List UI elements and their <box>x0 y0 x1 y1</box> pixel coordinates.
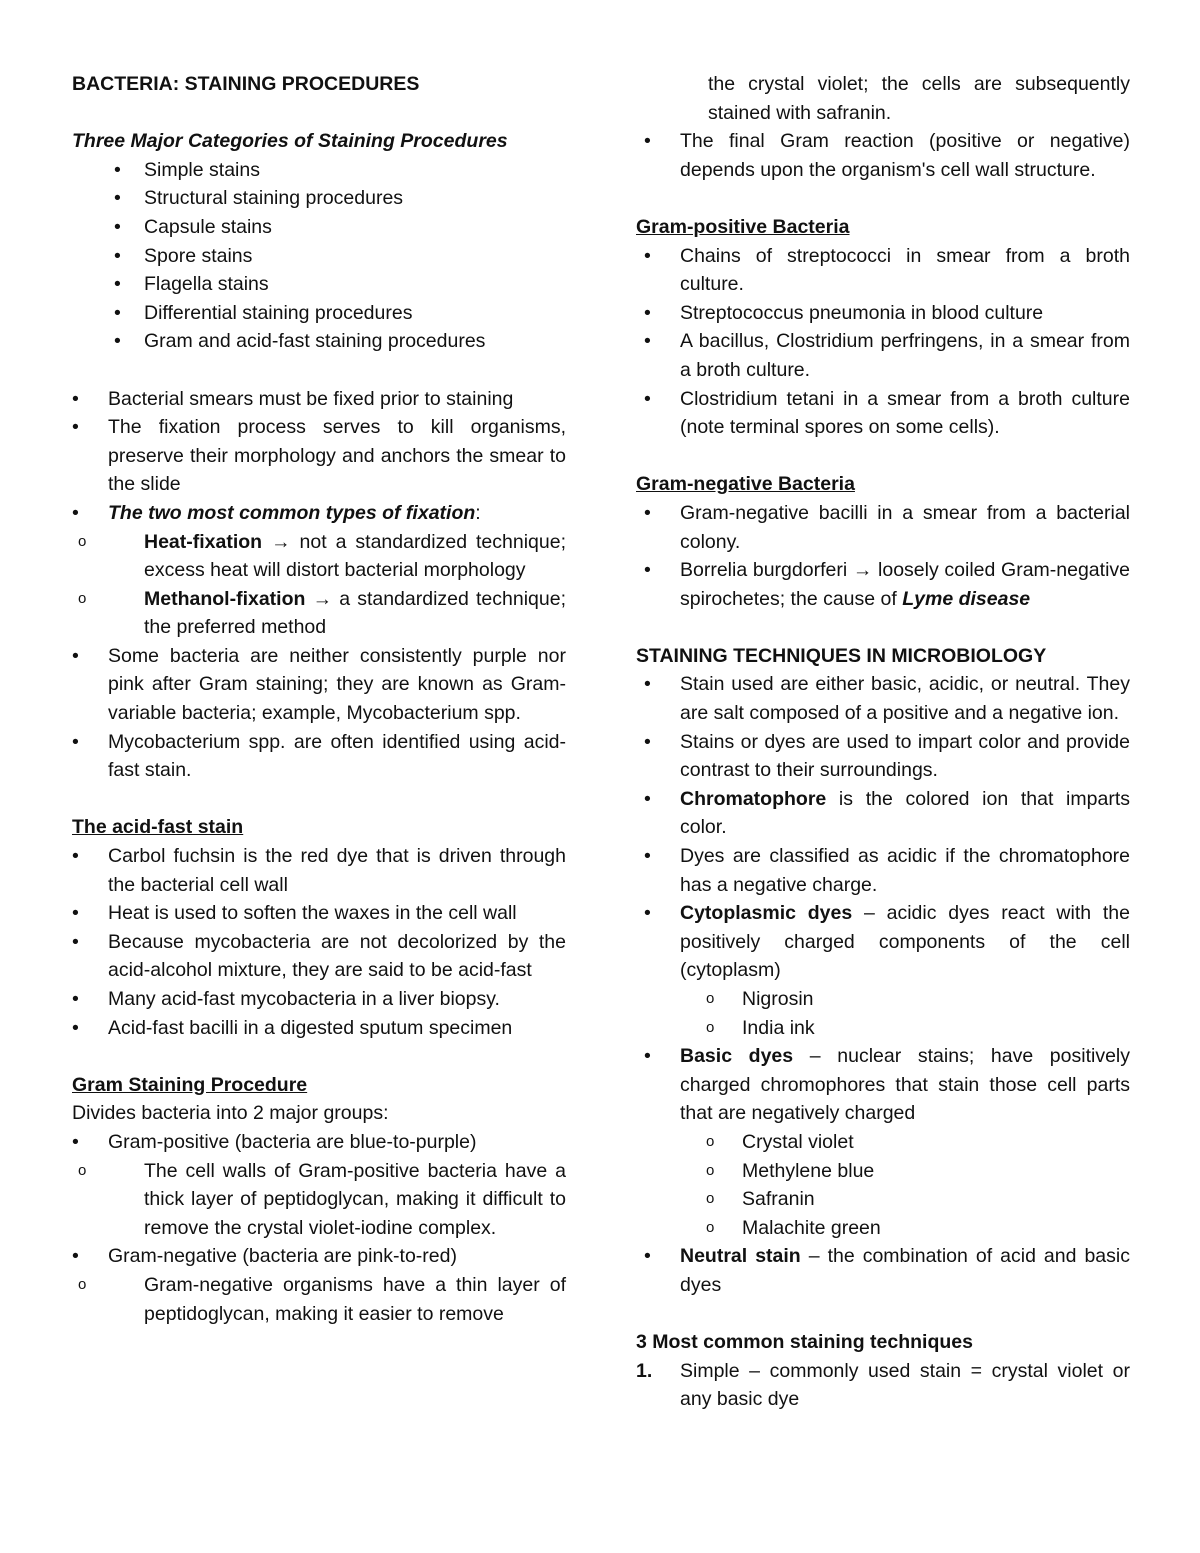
circle-bullet-icon: o <box>78 532 87 550</box>
bullet-icon: • <box>72 387 79 410</box>
list-item: • Stain used are either basic, acidic, or neutral. They are salt composed of a positive and a negative ion. <box>636 670 1130 727</box>
list-item: • A bacillus, Clostridium perfringens, in a smear from a broth culture. <box>636 327 1130 384</box>
list-item: • Many acid-fast mycobacteria in a liver biopsy. <box>72 985 566 1014</box>
list-item: • The fixation process serves to kill organisms, preserve their morphology and anchors the smear to the slide <box>72 413 566 499</box>
list-item: • Clostridium tetani in a smear from a broth culture (note terminal spores on some cells). <box>636 385 1130 442</box>
list-item: • Capsule stains <box>72 213 566 242</box>
bullet-icon: • <box>644 130 651 153</box>
bullet-icon: • <box>644 301 651 324</box>
bullet-icon: • <box>72 416 79 439</box>
circle-bullet-icon: o <box>78 1161 87 1179</box>
acid-fast-list <box>72 842 566 1042</box>
list-item: • Structural staining procedures <box>72 184 566 213</box>
bullet-icon: • <box>644 673 651 696</box>
list-item: • Neutral stain – the combination of acid and basic dyes <box>636 1242 1130 1299</box>
list-item: • The two most common types of fixation: <box>72 499 566 528</box>
list-item: • Carbol fuchsin is the red dye that is driven through the bacterial cell wall <box>72 842 566 899</box>
list-item: • Chromatophore is the colored ion that imparts color. <box>636 785 1130 842</box>
bullet-icon: • <box>644 501 651 524</box>
circle-bullet-icon: o <box>706 1190 715 1208</box>
bullet-icon: • <box>114 187 121 210</box>
sub-list-item: o The cell walls of Gram-positive bacteria have a thick layer of peptidoglycan, making it difficult to remove the crystal violet-iodine complex. <box>72 1157 566 1243</box>
list-item: • Gram-negative bacilli in a smear from a bacterial colony. <box>636 499 1130 556</box>
bullet-icon: • <box>114 301 121 324</box>
circle-bullet-icon: o <box>706 1218 715 1236</box>
bullet-icon: • <box>72 930 79 953</box>
sub-list-item: o Methylene blue <box>636 1157 1130 1186</box>
list-item: • Bacterial smears must be fixed prior to staining <box>72 385 566 414</box>
list-item: • Heat is used to soften the waxes in the cell wall <box>72 899 566 928</box>
circle-bullet-icon: o <box>78 589 87 607</box>
list-item: • Differential staining procedures <box>72 299 566 328</box>
list-item: • Flagella stains <box>72 270 566 299</box>
bullet-icon: • <box>114 244 121 267</box>
list-item: • Cytoplasmic dyes – acidic dyes react with the positively charged components of the cell (cytoplasm) <box>636 899 1130 985</box>
bullet-icon: • <box>72 845 79 868</box>
list-item: • The final Gram reaction (positive or negative) depends upon the organism's cell wall structure. <box>636 127 1130 184</box>
list-item: • Some bacteria are neither consistently purple nor pink after Gram staining; they are known as Gram-variable bacteria; example, Mycobacterium spp. <box>72 642 566 728</box>
bullet-icon: • <box>114 330 121 353</box>
staining-techniques-list <box>636 670 1130 1299</box>
bullet-icon: • <box>114 158 121 181</box>
left-column <box>72 70 566 1328</box>
continued-text: the crystal violet; the cells are subsequently stained with safranin. <box>708 73 1130 124</box>
categories-heading: Three Major Categories of Staining Procedures <box>72 130 508 153</box>
list-item: • Acid-fast bacilli in a digested sputum specimen <box>72 1014 566 1043</box>
bullet-icon: • <box>72 730 79 753</box>
list-item: • Because mycobacteria are not decolorized by the acid-alcohol mixture, they are said to be acid-fast <box>72 928 566 985</box>
circle-bullet-icon: o <box>706 1018 715 1036</box>
list-item: • Dyes are classified as acidic if the chromatophore has a negative charge. <box>636 842 1130 899</box>
bullet-icon: • <box>644 845 651 868</box>
bullet-icon: • <box>72 902 79 925</box>
bullet-icon: • <box>644 787 651 810</box>
list-item: • Gram and acid-fast staining procedures <box>72 327 566 356</box>
list-item: • Gram-positive (bacteria are blue-to-purple) <box>72 1128 566 1157</box>
list-item: • Stains or dyes are used to impart color and provide contrast to their surroundings. <box>636 728 1130 785</box>
list-item: • Basic dyes – nuclear stains; have positively charged chromophores that stain those cell parts that are negatively charged <box>636 1042 1130 1128</box>
right-column <box>636 70 1130 1414</box>
bullet-icon: • <box>72 1245 79 1268</box>
circle-bullet-icon: o <box>78 1275 87 1293</box>
bullet-icon: • <box>114 215 121 238</box>
circle-bullet-icon: o <box>706 1161 715 1179</box>
bullet-icon: • <box>72 1016 79 1039</box>
document-title: BACTERIA: STAINING PROCEDURES <box>72 73 420 95</box>
list-item: • Gram-negative (bacteria are pink-to-red) <box>72 1242 566 1271</box>
numbered-item: 1. Simple – commonly used stain = crystal violet or any basic dye <box>636 1357 1130 1414</box>
bullet-icon: • <box>644 244 651 267</box>
fixation-list <box>72 385 566 785</box>
sub-list-item: o Safranin <box>636 1185 1130 1214</box>
bullet-icon: • <box>72 644 79 667</box>
bullet-icon: • <box>72 988 79 1010</box>
list-item: • Streptococcus pneumonia in blood culture <box>636 299 1130 328</box>
gram-groups-list <box>72 1128 566 1328</box>
gram-negative-heading: Gram-negative Bacteria <box>636 473 855 496</box>
bullet-icon: • <box>644 902 651 925</box>
gram-intro: Divides bacteria into 2 major groups: <box>72 1102 389 1125</box>
sub-list-item: o Heat-fixation → not a standardized technique; excess heat will distort bacterial morphology <box>72 528 566 585</box>
list-item: • Simple stains <box>72 156 566 185</box>
bullet-icon: • <box>72 1130 79 1153</box>
list-item: • Borrelia burgdorferi → loosely coiled Gram-negative spirochetes; the cause of Lyme disease <box>636 556 1130 613</box>
sub-list-item: o Malachite green <box>636 1214 1130 1243</box>
bullet-icon: • <box>644 1045 651 1068</box>
categories-list <box>72 156 566 356</box>
bullet-icon: • <box>644 730 651 753</box>
acid-fast-heading: The acid-fast stain <box>72 816 244 839</box>
sub-list-item: o Crystal violet <box>636 1128 1130 1157</box>
bullet-icon: • <box>644 559 651 582</box>
bullet-icon: • <box>644 387 651 410</box>
list-item: • Chains of streptococci in smear from a broth culture. <box>636 242 1130 299</box>
sub-list-item: o Methanol-fixation → a standardized technique; the preferred method <box>72 585 566 642</box>
bullet-icon: • <box>72 501 79 524</box>
list-item: • Spore stains <box>72 242 566 271</box>
bullet-icon: • <box>644 1245 651 1268</box>
gram-procedure-heading: Gram Staining Procedure <box>72 1073 308 1096</box>
number-label: 1. <box>636 1359 653 1382</box>
staining-techniques-heading: STAINING TECHNIQUES IN MICROBIOLOGY <box>636 644 1047 667</box>
bullet-icon: • <box>114 273 121 296</box>
sub-list-item: o Nigrosin <box>636 985 1130 1014</box>
gram-positive-list <box>636 242 1130 442</box>
bullet-icon: • <box>644 330 651 353</box>
sub-list-item: o India ink <box>636 1014 1130 1043</box>
common-techniques-heading: 3 Most common staining techniques <box>636 1331 973 1354</box>
sub-list-item: o Gram-negative organisms have a thin layer of peptidoglycan, making it easier to remove <box>72 1271 566 1328</box>
circle-bullet-icon: o <box>706 1132 715 1150</box>
gram-negative-list <box>636 499 1130 613</box>
gram-positive-heading: Gram-positive Bacteria <box>636 215 850 238</box>
list-item: • Mycobacterium spp. are often identified using acid-fast stain. <box>72 728 566 785</box>
circle-bullet-icon: o <box>706 990 715 1007</box>
